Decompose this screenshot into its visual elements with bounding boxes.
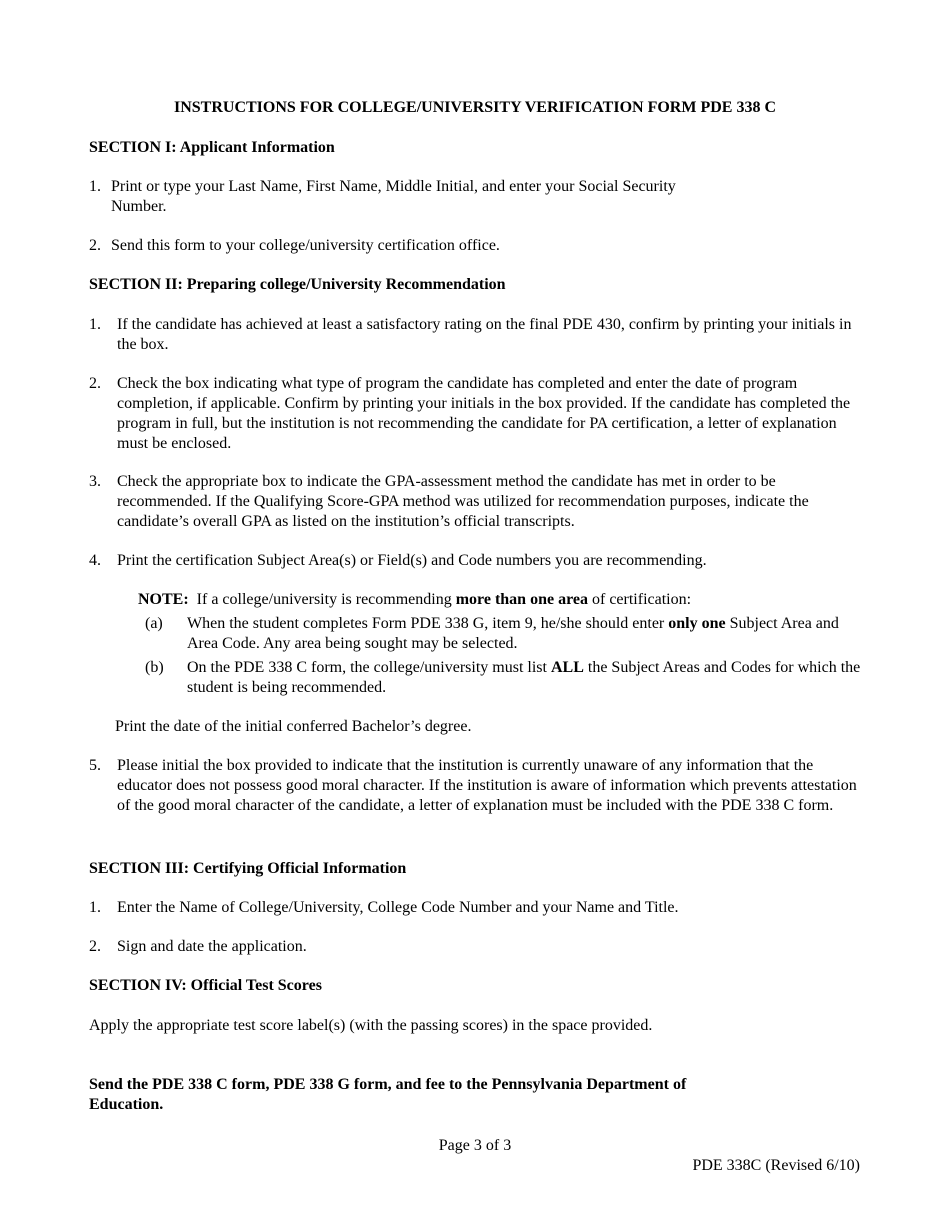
note-text-post: of certification: xyxy=(587,591,692,608)
closing-instruction: Send the PDE 338 C form, PDE 338 G form, and fee to the Pennsylvania Department of Education. xyxy=(89,1076,687,1113)
item-number: 2. xyxy=(89,237,101,254)
page-title: INSTRUCTIONS FOR COLLEGE/UNIVERSITY VERIFICATION FORM PDE 338 C xyxy=(173,99,776,116)
item-number: 1. xyxy=(89,178,101,195)
item-text: Sign and date the application. xyxy=(117,938,307,955)
section-1-heading: SECTION I: Applicant Information xyxy=(89,139,335,156)
item-text: Check the appropriate box to indicate the GPA-assessment method the candidate has met in order to be recommended. If the Qualifying Score-GPA method was utilized for recommendation purposes, indicate the candidate’s overall GPA as listed on the institution’s official transcripts. xyxy=(117,473,809,530)
note-item-label: (b) xyxy=(145,659,164,676)
item-text: Please initial the box provided to indicate that the institution is currently unaware of any information that the educator does not possess good moral character. If the institution is aware of information which prevents attestation of the good moral character of the candidate, a letter of explanation must be included with the PDE 338 C form. xyxy=(117,757,857,814)
section-3-heading: SECTION III: Certifying Official Information xyxy=(89,860,407,877)
section-4-text: Apply the appropriate test score label(s) (with the passing scores) in the space provided. xyxy=(89,1017,653,1034)
note-item-text-post: the Subject Areas and Codes for which the student is being recommended. xyxy=(187,659,861,696)
note-item-text-pre: When the student completes Form PDE 338 G, item 9, he/she should enter xyxy=(187,615,669,632)
page-number: Page 3 of 3 xyxy=(438,1137,512,1154)
section-2-heading: SECTION II: Preparing college/University Recommendation xyxy=(89,276,506,293)
item-text: Print or type your Last Name, First Name, Middle Initial, and enter your Social Security Number. xyxy=(111,178,676,215)
item-number: 2. xyxy=(89,938,101,955)
item-text: Check the box indicating what type of program the candidate has completed and enter the date of program completion, if applicable. Confirm by printing your initials in the box provided. If the candidate has completed the program in full, but the institution is not recommending the candidate for PA certification, a letter of explanation must be enclosed. xyxy=(117,375,851,452)
note-item-text xyxy=(187,658,862,698)
note-text-pre: If a college/university is recommending xyxy=(188,591,456,608)
note-text-bold: more than one area xyxy=(455,591,588,608)
item-number: 2. xyxy=(89,375,101,392)
note-item-text-pre: On the PDE 338 C form, the college/university must list xyxy=(187,659,551,676)
item-text: Print the certification Subject Area(s) or Field(s) and Code numbers you are recommending. xyxy=(117,552,707,569)
item-number: 5. xyxy=(89,757,101,774)
item-text: Send this form to your college/university certification office. xyxy=(111,237,500,254)
item-text: If the candidate has achieved at least a satisfactory rating on the final PDE 430, confirm by printing your initials in the box. xyxy=(117,316,852,353)
form-id: PDE 338C (Revised 6/10) xyxy=(692,1157,860,1174)
item-text: Enter the Name of College/University, College Code Number and your Name and Title. xyxy=(117,899,679,916)
item-number: 4. xyxy=(89,552,101,569)
note-item-label: (a) xyxy=(145,615,163,632)
note-label: NOTE: xyxy=(138,591,189,608)
section-4-heading: SECTION IV: Official Test Scores xyxy=(89,977,322,994)
item-number: 3. xyxy=(89,473,101,490)
item-number: 1. xyxy=(89,316,101,333)
note-item-text-post: Subject Area and Area Code. Any area being sought may be selected. xyxy=(187,615,839,652)
note-item-text-bold: ALL xyxy=(550,659,584,676)
note-item-text xyxy=(187,614,862,654)
item-number: 1. xyxy=(89,899,101,916)
note xyxy=(138,590,691,610)
bachelor-instruction: Print the date of the initial conferred Bachelor’s degree. xyxy=(115,718,472,735)
note-item-text-bold: only one xyxy=(668,615,726,632)
